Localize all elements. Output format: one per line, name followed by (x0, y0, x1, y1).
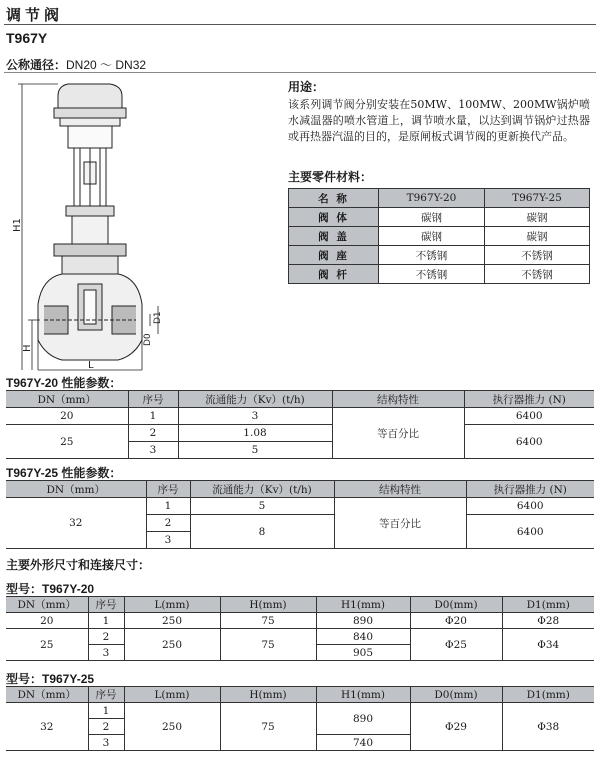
perf25-kv: 8 (190, 515, 334, 549)
title-rule (4, 24, 596, 25)
perf25-header-dn: DN（mm） (6, 481, 146, 498)
perf20-dn: 20 (6, 408, 128, 425)
perf20-kv: 3 (178, 408, 332, 425)
part-material-20: 不锈钢 (379, 265, 485, 284)
table-row (6, 498, 594, 515)
dims20-h: 75 (220, 613, 316, 629)
label-h: H (22, 344, 33, 352)
part-material-20: 碳钢 (379, 208, 485, 227)
perf20-seq: 1 (128, 408, 178, 425)
perf20-header-thrust: 执行器推力 (N) (464, 391, 594, 408)
page-title: 调节阀 (6, 6, 64, 24)
part-material-20: 碳钢 (379, 227, 485, 246)
table-row (289, 208, 590, 227)
part-name: 阀 盖 (289, 227, 379, 246)
perf25-dn: 32 (6, 498, 146, 549)
dims20-l: 250 (124, 613, 220, 629)
parts-header-name: 名 称 (289, 189, 379, 208)
dims25-seq: 2 (88, 719, 124, 735)
perf20-kv: 5 (178, 442, 332, 459)
uses-text: 该系列调节阀分别安装在50MW、100MW、200MW锅炉喷水减温器的喷水管道上，调节喷水量，以达到调节锅炉过热器或再热器汽温的目的，是原闸板式调节阀的更新换代产品。 (288, 98, 590, 143)
model-number: T967Y (6, 30, 48, 46)
perf25-table (6, 480, 594, 549)
perf25-seq: 1 (146, 498, 190, 515)
perf20-thrust: 6400 (464, 425, 594, 459)
perf20-seq: 2 (128, 425, 178, 442)
perf20-seq: 3 (128, 442, 178, 459)
dims25-table (6, 686, 594, 751)
dims25-seq: 3 (88, 735, 124, 751)
dims25-header-h1: H1(mm) (316, 687, 410, 703)
perf25-heading: T967Y-25 性能参数： (6, 466, 122, 480)
perf25-header-thrust: 执行器推力 (N) (466, 481, 594, 498)
perf25-seq: 3 (146, 532, 190, 549)
part-material-25: 碳钢 (485, 208, 590, 227)
dims-heading: 主要外形尺寸和连接尺寸： (6, 558, 151, 572)
nominal-value: DN20 ～ DN32 (66, 58, 147, 72)
table-row (6, 408, 594, 425)
perf20-kv: 1.08 (178, 425, 332, 442)
table-row (289, 246, 590, 265)
perf20-header-structure: 结构特性 (332, 391, 464, 408)
perf25-seq: 2 (146, 515, 190, 532)
label-d0: D0 (143, 333, 153, 346)
perf20-dn: 25 (6, 425, 128, 459)
table-row (6, 629, 594, 645)
perf20-structure: 等百分比 (332, 408, 464, 459)
part-material-25: 碳钢 (485, 227, 590, 246)
dims20-d1: Φ28 (502, 613, 594, 629)
dims25-header-dn: DN（mm） (6, 687, 88, 703)
dims25-dn: 32 (6, 703, 88, 751)
dims20-d1: Φ34 (502, 629, 594, 661)
part-name: 阀 体 (289, 208, 379, 227)
parts-table (288, 188, 590, 284)
parts-header-25: T967Y-25 (485, 189, 590, 208)
perf25-kv: 5 (190, 498, 334, 515)
dims25-header-seq: 序号 (88, 687, 124, 703)
dims20-seq: 3 (88, 645, 124, 661)
part-material-25: 不锈钢 (485, 246, 590, 265)
dims20-dn: 25 (6, 629, 88, 661)
part-name: 阀 杆 (289, 265, 379, 284)
dims20-header-l: L(mm) (124, 597, 220, 613)
dims25-header-d0: D0(mm) (410, 687, 502, 703)
table-row (6, 703, 594, 719)
dims25-seq: 1 (88, 703, 124, 719)
dims20-l: 250 (124, 629, 220, 661)
part-material-25: 不锈钢 (485, 265, 590, 284)
nominal-label: 公称通径： (6, 58, 67, 72)
dims25-header-h: H(mm) (220, 687, 316, 703)
perf20-heading: T967Y-20 性能参数： (6, 376, 122, 390)
perf20-header-dn: DN（mm） (6, 391, 128, 408)
perf25-thrust: 6400 (466, 498, 594, 515)
dims20-d0: Φ20 (410, 613, 502, 629)
label-d1: D1 (153, 311, 163, 324)
perf25-header-kv: 流通能力（Kv）(t/h) (190, 481, 334, 498)
dims25-header-d1: D1(mm) (502, 687, 594, 703)
label-h1: H1 (12, 218, 23, 232)
uses-heading: 用途： (288, 80, 325, 94)
label-l: L (88, 360, 94, 371)
nominal-diameter (6, 56, 146, 73)
dims20-d0: Φ25 (410, 629, 502, 661)
dims20-h1: 905 (316, 645, 410, 661)
table-row (6, 613, 594, 629)
perf25-header-seq: 序号 (146, 481, 190, 498)
perf20-header-kv: 流通能力（Kv）(t/h) (178, 391, 332, 408)
perf25-structure: 等百分比 (334, 498, 466, 549)
parts-header-20: T967Y-20 (379, 189, 485, 208)
perf20-thrust: 6400 (464, 408, 594, 425)
perf20-table (6, 390, 594, 459)
dims25-d1: Φ38 (502, 703, 594, 751)
dims20-header-d1: D1(mm) (502, 597, 594, 613)
dims20-h1: 890 (316, 613, 410, 629)
dims25-d0: Φ29 (410, 703, 502, 751)
perf20-header-seq: 序号 (128, 391, 178, 408)
table-row (6, 425, 594, 442)
dims20-h: 75 (220, 629, 316, 661)
part-name: 阀 座 (289, 246, 379, 265)
part-material-20: 不锈钢 (379, 246, 485, 265)
perf25-header-structure: 结构特性 (334, 481, 466, 498)
dims25-l: 250 (124, 703, 220, 751)
table-row (289, 227, 590, 246)
dims20-label: 型号：T967Y-20 (6, 582, 95, 596)
dims20-header-h: H(mm) (220, 597, 316, 613)
table-row (289, 265, 590, 284)
section-rule (4, 72, 596, 73)
dims25-header-l: L(mm) (124, 687, 220, 703)
dims20-seq: 1 (88, 613, 124, 629)
dims25-h1: 890 (316, 703, 410, 735)
valve-drawing (14, 78, 276, 370)
dims20-header-h1: H1(mm) (316, 597, 410, 613)
dims20-header-dn: DN（mm） (6, 597, 88, 613)
dims20-h1: 840 (316, 629, 410, 645)
dims25-h1: 740 (316, 735, 410, 751)
dims20-dn: 20 (6, 613, 88, 629)
dims20-table (6, 596, 594, 661)
dims20-seq: 2 (88, 629, 124, 645)
dims25-label: 型号：T967Y-25 (6, 672, 95, 686)
dims20-header-d0: D0(mm) (410, 597, 502, 613)
perf25-thrust: 6400 (466, 515, 594, 549)
dims20-header-seq: 序号 (88, 597, 124, 613)
parts-heading: 主要零件材料： (288, 170, 373, 184)
dims25-h: 75 (220, 703, 316, 751)
